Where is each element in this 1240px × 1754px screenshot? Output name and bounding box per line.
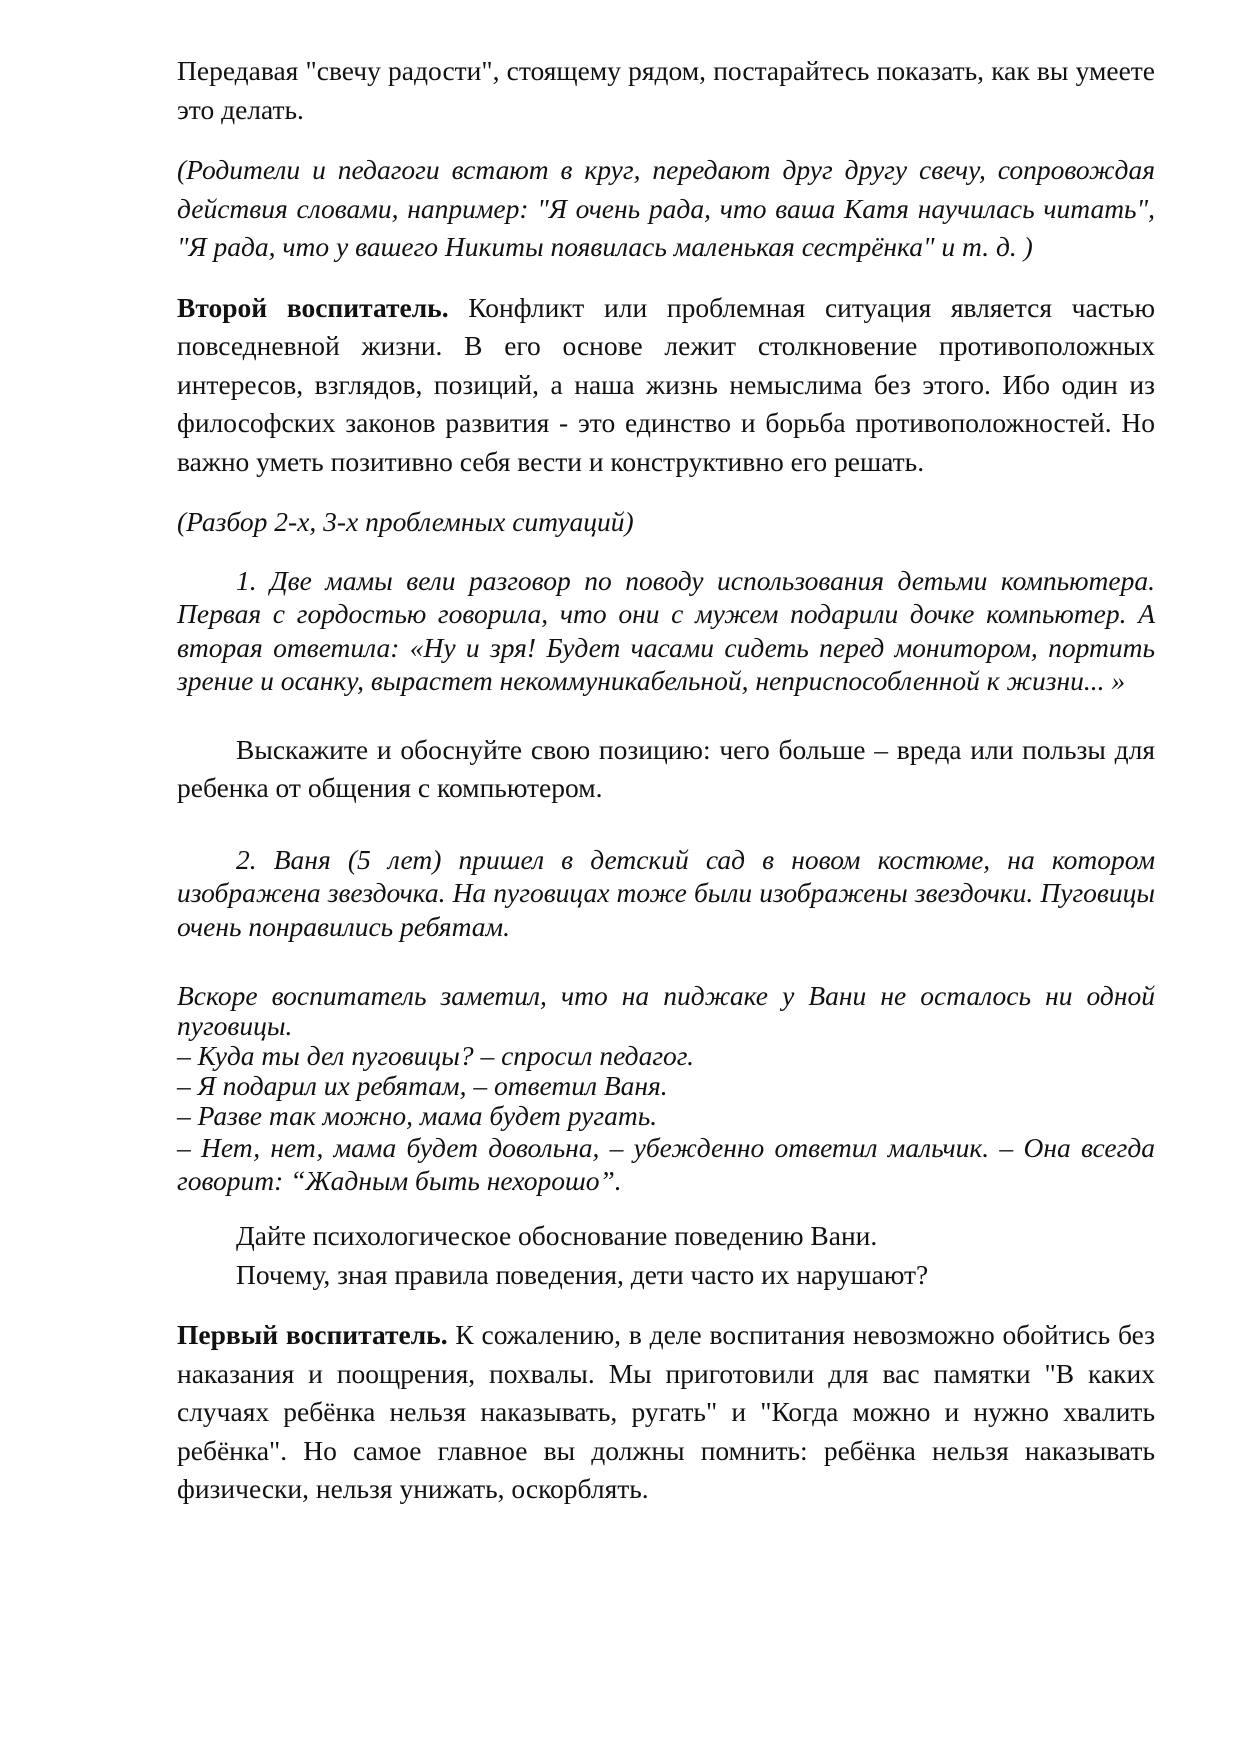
dialog-line: – Куда ты дел пуговицы? – спросил педагог. bbox=[177, 1040, 695, 1071]
paragraph-candle-intro: Передавая "свечу радости", стоящему рядом, постарайтесь показать, как вы умеете это делать. bbox=[177, 55, 1155, 125]
situation-2: 2. Ваня (5 лет) пришел в детский сад в новом костюме, на котором изображена звездочка. На пуговицах тоже были изображены звездочки. Пуговицы очень понравились ребятам. bbox=[177, 843, 1155, 942]
question-2a: Дайте психологическое обоснование поведению Вани. bbox=[236, 1220, 878, 1251]
questions-block bbox=[177, 1217, 1155, 1294]
dialog-block bbox=[177, 981, 1155, 1197]
dialog-line: – Я подарил их ребятам, – ответил Ваня. bbox=[177, 1070, 668, 1101]
dialog-line: – Разве так можно, мама будет ругать. bbox=[177, 1100, 658, 1131]
paragraph-first-teacher bbox=[177, 1316, 1155, 1509]
dialog-line: – Нет, нет, мама будет довольна, – убежденно ответил мальчик. – Она всегда говорит: “Жадным быть нехорошо”. bbox=[177, 1132, 1155, 1196]
speaker-label: Второй воспитатель. bbox=[177, 291, 449, 323]
speech-text: К сожалению, в деле воспитания невозможно обойтись без наказания и поощрения, похвалы. Мы приготовили для вас памятки "В каких случаях ребёнка нельзя наказывать, ругать" и "Когда можно и нужно хвалить ребёнка". Но самое главное вы должны помнить: ребёнка нельзя наказывать физически, нельзя унижать, оскорблять. bbox=[177, 1319, 1156, 1504]
paragraph-second-teacher bbox=[177, 289, 1155, 482]
dialog-line: Вскоре воспитатель заметил, что на пиджаке у Вани не осталось ни одной пуговицы. bbox=[177, 980, 1155, 1041]
question-1: Выскажите и обоснуйте свою позицию: чего больше – вреда или пользы для ребенка от общения с компьютером. bbox=[177, 733, 1155, 803]
paragraph-stage-direction: (Родители и педагоги встают в круг, передают друг другу свечу, сопровождая действия словами, например: "Я очень рада, что ваша Катя научилась читать", "Я рада, что у вашего Никиты появилась маленькая сестрёнка" и т. д. ) bbox=[177, 154, 1155, 262]
question-2b: Почему, зная правила поведения, дети часто их нарушают? bbox=[236, 1258, 929, 1290]
paragraph-situations-note: (Разбор 2-х, 3-х проблемных ситуаций) bbox=[177, 506, 634, 537]
document-page bbox=[177, 52, 1155, 1509]
speech-text: Конфликт или проблемная ситуация является частью повседневной жизни. В его основе лежит столкновение противоположных интересов, взглядов, позиций, а наша жизнь немыслима без этого. Ибо один из философских законов развития - это единство и борьба противоположностей. Но важно уметь позитивно себя вести и конструктивно его решать. bbox=[177, 291, 1155, 477]
situation-1: 1. Две мамы вели разговор по поводу использования детьми компьютера. Первая с гордостью говорила, что они с мужем подарили дочке компьютер. А вторая ответила: «Ну и зря! Будет часами сидеть перед монитором, портить зрение и осанку, вырастет некоммуникабельной, неприспособленной к жизни... » bbox=[177, 564, 1155, 696]
speaker-label: Первый воспитатель. bbox=[177, 1319, 448, 1350]
